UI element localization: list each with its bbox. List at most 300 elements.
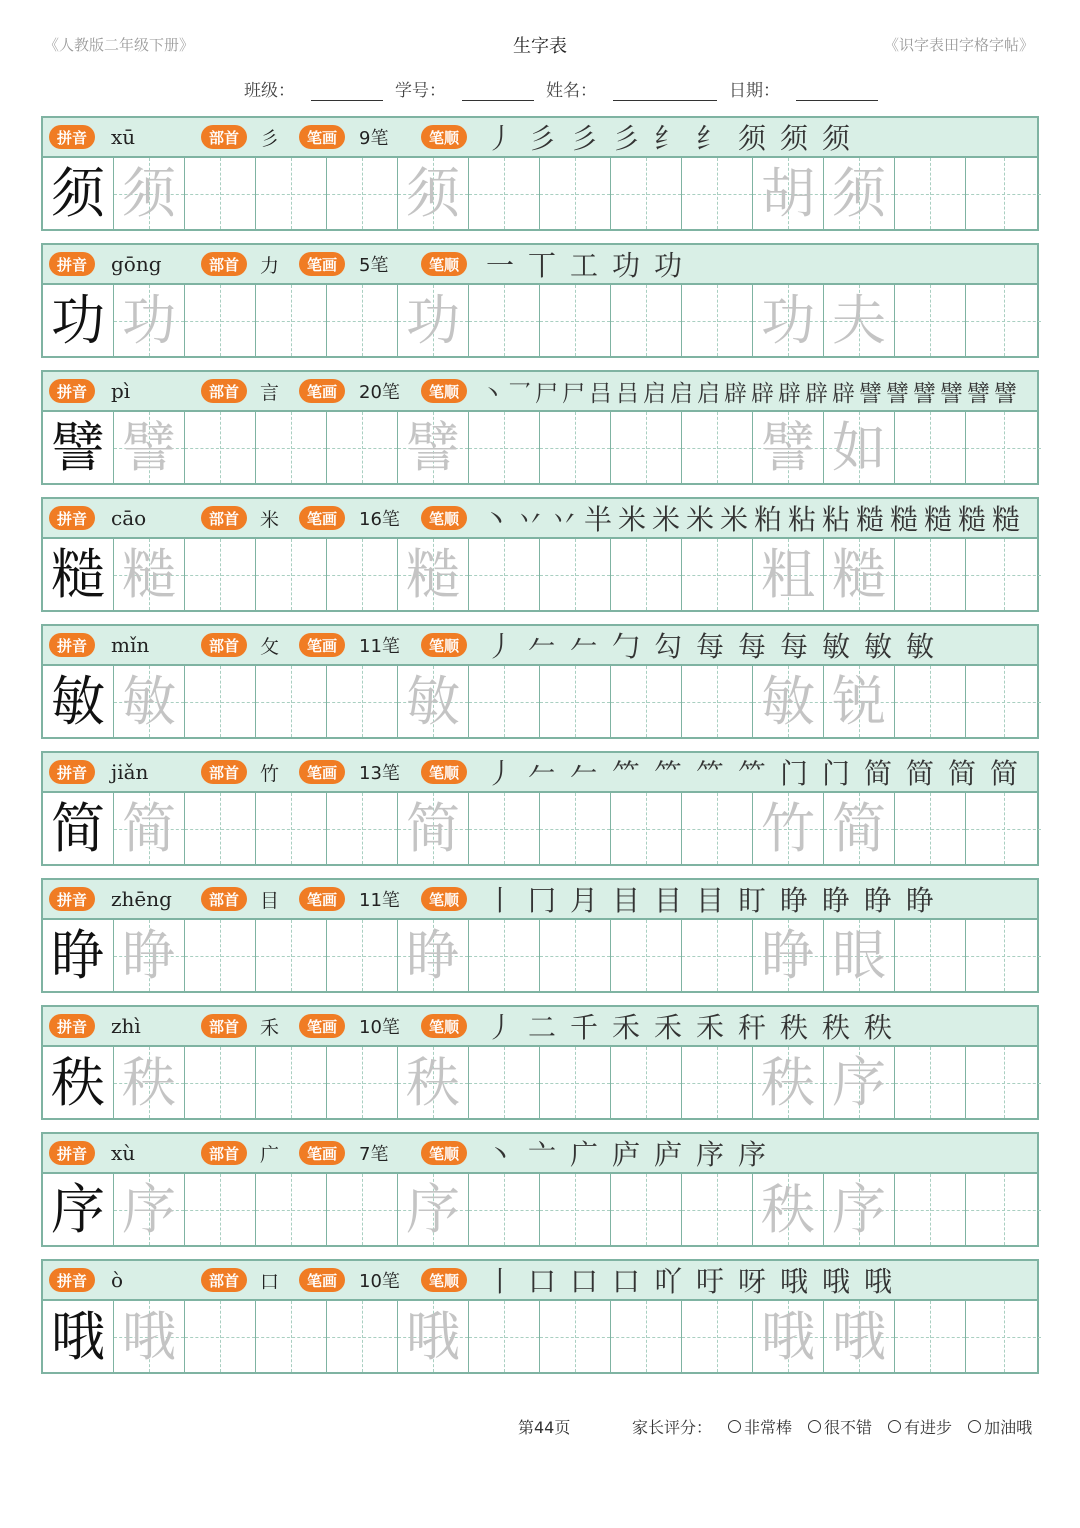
stroke-order-sequence: [479, 626, 1033, 664]
stroke-count-badge: 笔画: [299, 125, 345, 149]
stroke-count-value: 20笔: [359, 382, 400, 403]
stroke-step: 冂: [527, 884, 556, 917]
practice-cell[interactable]: [398, 1047, 469, 1118]
practice-cell[interactable]: [895, 1174, 966, 1245]
practice-cell[interactable]: [185, 158, 256, 229]
practice-cell[interactable]: [540, 539, 611, 610]
practice-cell[interactable]: [185, 285, 256, 356]
practice-cell[interactable]: [256, 158, 327, 229]
practice-cell[interactable]: [753, 1301, 824, 1372]
stroke-count-value: 10笔: [359, 1017, 400, 1038]
trace-character: 睁: [406, 923, 460, 987]
stroke-order-badge: 笔顺: [421, 1014, 467, 1038]
practice-cell[interactable]: [185, 1047, 256, 1118]
trace-character: 敏: [406, 669, 460, 733]
practice-cell[interactable]: [469, 1174, 540, 1245]
character-entry: [41, 878, 1039, 993]
practice-cell[interactable]: [43, 285, 114, 356]
rating-option-keep-going[interactable]: 加油哦: [968, 1415, 1032, 1438]
radical-value: 力: [260, 254, 280, 277]
practice-cell[interactable]: [966, 1301, 1041, 1372]
stroke-step: 米: [685, 503, 714, 536]
practice-cell[interactable]: [327, 285, 398, 356]
character-entry: [41, 1259, 1039, 1374]
practice-cell[interactable]: [327, 1047, 398, 1118]
date-field[interactable]: [796, 82, 878, 101]
pinyin-value: pì: [111, 379, 131, 403]
stroke-step: 简: [947, 757, 976, 790]
rating-option-good[interactable]: 很不错: [808, 1415, 872, 1438]
pinyin-badge: 拼音: [49, 887, 95, 911]
practice-cell[interactable]: [327, 666, 398, 737]
practice-cell[interactable]: [469, 1301, 540, 1372]
stroke-order-sequence: [479, 880, 1033, 918]
practice-grid: [43, 539, 1037, 610]
stroke-step: 丿: [485, 122, 514, 155]
stroke-step: 丶: [481, 380, 504, 407]
practice-cell[interactable]: [753, 412, 824, 483]
model-character: 功: [51, 288, 105, 352]
stroke-step: 睁: [863, 884, 892, 917]
stroke-order-badge: 笔顺: [421, 760, 467, 784]
stroke-step: 辟: [805, 380, 828, 407]
radical-badge: 部首: [201, 1268, 247, 1292]
pinyin-badge: 拼音: [49, 125, 95, 149]
practice-cell[interactable]: [469, 158, 540, 229]
practice-cell[interactable]: [682, 1047, 753, 1118]
practice-cell[interactable]: [43, 412, 114, 483]
practice-cell[interactable]: [185, 1301, 256, 1372]
practice-cell[interactable]: [114, 285, 185, 356]
stroke-step: 盯: [737, 884, 766, 917]
practice-cell[interactable]: [256, 412, 327, 483]
stroke-step: 粘: [821, 503, 850, 536]
practice-cell[interactable]: [682, 920, 753, 991]
stroke-step: 丿: [485, 1011, 514, 1044]
practice-cell[interactable]: [824, 793, 895, 864]
name-field[interactable]: [613, 82, 717, 101]
practice-cell[interactable]: [895, 158, 966, 229]
practice-cell[interactable]: [43, 539, 114, 610]
stroke-step: 𠂉: [527, 757, 556, 790]
trace-character: 糙: [406, 542, 460, 606]
practice-cell[interactable]: [114, 1301, 185, 1372]
practice-cell[interactable]: [43, 666, 114, 737]
word-character: 锐: [832, 669, 886, 733]
radical-value: 米: [260, 508, 280, 531]
practice-cell[interactable]: [895, 793, 966, 864]
practice-cell[interactable]: [611, 920, 682, 991]
trace-character: 譬: [122, 415, 176, 479]
practice-cell[interactable]: [114, 666, 185, 737]
practice-cell[interactable]: [682, 412, 753, 483]
practice-cell[interactable]: [256, 285, 327, 356]
entry-info-bar: [43, 753, 1037, 793]
word-character: 哦: [832, 1304, 886, 1368]
class-field[interactable]: [311, 82, 383, 101]
word-character: 眼: [832, 923, 886, 987]
date-label: 日期：: [729, 81, 780, 101]
practice-cell[interactable]: [327, 1174, 398, 1245]
stroke-step: 尸: [535, 380, 558, 407]
entry-info-bar: [43, 118, 1037, 158]
practice-cell[interactable]: [753, 666, 824, 737]
stroke-count-value: 13笔: [359, 763, 400, 784]
practice-cell[interactable]: [540, 1174, 611, 1245]
character-entry: [41, 116, 1039, 231]
pinyin-value: zhēng: [111, 887, 172, 911]
stroke-step: 粕: [753, 503, 782, 536]
practice-cell[interactable]: [540, 666, 611, 737]
stroke-step: 譬: [967, 380, 990, 407]
practice-cell[interactable]: [43, 158, 114, 229]
character-entry: [41, 497, 1039, 612]
practice-cell[interactable]: [43, 1047, 114, 1118]
practice-cell[interactable]: [611, 285, 682, 356]
practice-cell[interactable]: [824, 412, 895, 483]
stroke-step: 纟: [695, 122, 724, 155]
practice-cell[interactable]: [398, 285, 469, 356]
practice-cell[interactable]: [611, 1174, 682, 1245]
stroke-step: 口: [527, 1265, 556, 1298]
stroke-step: 二: [527, 1011, 556, 1044]
practice-cell[interactable]: [469, 1047, 540, 1118]
stroke-step: 勹: [611, 630, 640, 663]
practice-cell[interactable]: [398, 793, 469, 864]
stroke-step: 糙: [957, 503, 986, 536]
practice-cell[interactable]: [824, 666, 895, 737]
entry-info-bar: [43, 499, 1037, 539]
practice-cell[interactable]: [185, 412, 256, 483]
rating-option-excellent[interactable]: 非常棒: [728, 1415, 792, 1438]
radical-value: 竹: [260, 762, 280, 785]
stroke-step: 辟: [778, 380, 801, 407]
stroke-step: 𠂉: [569, 757, 598, 790]
stroke-count-badge: 笔画: [299, 633, 345, 657]
stroke-order-sequence: [479, 1134, 1033, 1172]
trace-character: 哦: [406, 1304, 460, 1368]
pinyin-badge: 拼音: [49, 1141, 95, 1165]
stroke-step: 一: [485, 249, 514, 282]
practice-cell[interactable]: [753, 793, 824, 864]
header-right: 《识字表田字格字帖》: [883, 36, 1034, 54]
practice-cell[interactable]: [540, 920, 611, 991]
practice-cell[interactable]: [966, 412, 1041, 483]
practice-cell[interactable]: [611, 1301, 682, 1372]
practice-cell[interactable]: [611, 158, 682, 229]
practice-cell[interactable]: [398, 412, 469, 483]
practice-cell[interactable]: [682, 793, 753, 864]
word-character: 须: [832, 161, 886, 225]
practice-cell[interactable]: [185, 539, 256, 610]
practice-cell[interactable]: [611, 1047, 682, 1118]
practice-cell[interactable]: [327, 920, 398, 991]
trace-character: 功: [406, 288, 460, 352]
practice-cell[interactable]: [895, 539, 966, 610]
practice-cell[interactable]: [682, 1174, 753, 1245]
radical-value: 攵: [260, 635, 280, 658]
practice-cell[interactable]: [966, 1047, 1041, 1118]
stroke-step: 辟: [832, 380, 855, 407]
practice-cell[interactable]: [469, 285, 540, 356]
practice-grid: [43, 158, 1037, 229]
model-character: 简: [51, 796, 105, 860]
practice-cell[interactable]: [185, 793, 256, 864]
practice-cell[interactable]: [398, 158, 469, 229]
stroke-step: 每: [737, 630, 766, 663]
practice-cell[interactable]: [753, 285, 824, 356]
stroke-step: 丅: [527, 249, 556, 282]
practice-cell[interactable]: [966, 285, 1041, 356]
practice-cell[interactable]: [966, 158, 1041, 229]
practice-grid: [43, 412, 1037, 483]
practice-cell[interactable]: [43, 920, 114, 991]
practice-cell[interactable]: [256, 1174, 327, 1245]
practice-cell[interactable]: [469, 539, 540, 610]
stroke-step: 糙: [889, 503, 918, 536]
practice-cell[interactable]: [114, 412, 185, 483]
character-entry: [41, 1132, 1039, 1247]
stroke-step: 丷: [515, 503, 544, 536]
stroke-order-badge: 笔顺: [421, 633, 467, 657]
practice-cell[interactable]: [398, 666, 469, 737]
stroke-step: 吁: [695, 1265, 724, 1298]
stroke-step: 乛: [508, 380, 531, 407]
practice-cell[interactable]: [398, 539, 469, 610]
pinyin-value: xù: [111, 1141, 136, 1165]
stroke-step: 米: [651, 503, 680, 536]
practice-cell[interactable]: [824, 158, 895, 229]
practice-cell[interactable]: [114, 1047, 185, 1118]
practice-cell[interactable]: [185, 1174, 256, 1245]
trace-character: 简: [406, 796, 460, 860]
practice-cell[interactable]: [753, 1047, 824, 1118]
practice-cell[interactable]: [753, 920, 824, 991]
stroke-step: 譬: [994, 380, 1017, 407]
model-character: 秩: [51, 1050, 105, 1114]
practice-grid: [43, 1047, 1037, 1118]
stroke-step: 简: [905, 757, 934, 790]
entry-info-bar: [43, 245, 1037, 285]
stroke-step: 目: [611, 884, 640, 917]
practice-cell[interactable]: [611, 412, 682, 483]
stroke-order-badge: 笔顺: [421, 1268, 467, 1292]
practice-cell[interactable]: [327, 793, 398, 864]
stroke-step: 庐: [611, 1138, 640, 1171]
stroke-step: ⺮: [737, 757, 766, 790]
practice-cell[interactable]: [398, 920, 469, 991]
stroke-step: 须: [821, 122, 850, 155]
practice-cell[interactable]: [114, 920, 185, 991]
practice-cell[interactable]: [966, 793, 1041, 864]
practice-cell[interactable]: [469, 793, 540, 864]
stroke-step: 𠂉: [569, 630, 598, 663]
stroke-step: 丿: [485, 757, 514, 790]
practice-cell[interactable]: [327, 158, 398, 229]
practice-cell[interactable]: [43, 1301, 114, 1372]
practice-cell[interactable]: [185, 920, 256, 991]
pinyin-badge: 拼音: [49, 506, 95, 530]
practice-cell[interactable]: [966, 1174, 1041, 1245]
pinyin-value: gōng: [111, 252, 162, 276]
radical-value: 言: [260, 381, 280, 404]
stroke-count-value: 16笔: [359, 509, 400, 530]
radical-badge: 部首: [201, 379, 247, 403]
practice-cell[interactable]: [540, 158, 611, 229]
practice-cell[interactable]: [327, 539, 398, 610]
practice-cell[interactable]: [895, 920, 966, 991]
practice-cell[interactable]: [256, 793, 327, 864]
radical-badge: 部首: [201, 633, 247, 657]
stroke-step: 敏: [863, 630, 892, 663]
practice-cell[interactable]: [43, 1174, 114, 1245]
practice-cell[interactable]: [398, 1174, 469, 1245]
practice-cell[interactable]: [824, 1301, 895, 1372]
practice-cell[interactable]: [611, 539, 682, 610]
practice-cell[interactable]: [611, 666, 682, 737]
stroke-step: 睁: [779, 884, 808, 917]
practice-cell[interactable]: [469, 920, 540, 991]
model-character: 哦: [51, 1304, 105, 1368]
trace-character: 序: [406, 1177, 460, 1241]
practice-cell[interactable]: [469, 412, 540, 483]
practice-cell[interactable]: [966, 920, 1041, 991]
word-character: 哦: [761, 1304, 815, 1368]
stroke-step: 简: [989, 757, 1018, 790]
practice-cell[interactable]: [753, 539, 824, 610]
stroke-step: 每: [695, 630, 724, 663]
stroke-step: 秩: [863, 1011, 892, 1044]
stroke-order-badge: 笔顺: [421, 252, 467, 276]
stroke-order-sequence: [479, 1007, 1033, 1045]
practice-cell[interactable]: [682, 539, 753, 610]
practice-cell[interactable]: [43, 793, 114, 864]
practice-cell[interactable]: [611, 793, 682, 864]
rating-option-improving[interactable]: 有进步: [888, 1415, 952, 1438]
stroke-step: 丨: [485, 1265, 514, 1298]
stroke-step: 丨: [485, 884, 514, 917]
trace-character: 敏: [122, 669, 176, 733]
practice-cell[interactable]: [540, 1047, 611, 1118]
practice-cell[interactable]: [114, 1174, 185, 1245]
word-character: 竹: [761, 796, 815, 860]
stroke-count-value: 7笔: [359, 1144, 389, 1165]
stroke-order-badge: 笔顺: [421, 887, 467, 911]
stroke-count-badge: 笔画: [299, 1014, 345, 1038]
practice-cell[interactable]: [824, 1047, 895, 1118]
practice-cell[interactable]: [327, 1301, 398, 1372]
practice-cell[interactable]: [895, 412, 966, 483]
stroke-step: 启: [643, 380, 666, 407]
word-character: 序: [832, 1177, 886, 1241]
radical-badge: 部首: [201, 125, 247, 149]
practice-cell[interactable]: [895, 1301, 966, 1372]
practice-cell[interactable]: [966, 666, 1041, 737]
word-character: 序: [832, 1050, 886, 1114]
practice-cell[interactable]: [682, 1301, 753, 1372]
practice-cell[interactable]: [895, 1047, 966, 1118]
stroke-step: 目: [653, 884, 682, 917]
stroke-step: 禾: [653, 1011, 682, 1044]
model-character: 糙: [51, 542, 105, 606]
stroke-step: 功: [611, 249, 640, 282]
stroke-step: ⺮: [611, 757, 640, 790]
practice-cell[interactable]: [327, 412, 398, 483]
word-character: 睁: [761, 923, 815, 987]
practice-cell[interactable]: [753, 1174, 824, 1245]
parent-rating: [632, 1415, 1032, 1438]
practice-cell[interactable]: [824, 539, 895, 610]
stroke-step: 哦: [779, 1265, 808, 1298]
pinyin-value: xū: [111, 125, 136, 149]
practice-cell[interactable]: [966, 539, 1041, 610]
practice-cell[interactable]: [398, 1301, 469, 1372]
practice-cell[interactable]: [682, 285, 753, 356]
stroke-step: ⺮: [695, 757, 724, 790]
practice-cell[interactable]: [824, 920, 895, 991]
practice-cell[interactable]: [895, 666, 966, 737]
practice-cell[interactable]: [114, 158, 185, 229]
stroke-step: 庐: [653, 1138, 682, 1171]
practice-cell[interactable]: [256, 666, 327, 737]
practice-cell[interactable]: [540, 412, 611, 483]
practice-cell[interactable]: [540, 793, 611, 864]
model-character: 睁: [51, 923, 105, 987]
practice-cell[interactable]: [824, 285, 895, 356]
practice-cell[interactable]: [824, 1174, 895, 1245]
stroke-count-badge: 笔画: [299, 379, 345, 403]
stroke-step: 睁: [905, 884, 934, 917]
stroke-step: 广: [569, 1138, 598, 1171]
practice-cell[interactable]: [185, 666, 256, 737]
entry-info-bar: [43, 626, 1037, 666]
number-field[interactable]: [462, 82, 534, 101]
practice-cell[interactable]: [114, 793, 185, 864]
practice-cell[interactable]: [256, 1047, 327, 1118]
pinyin-value: zhì: [111, 1014, 141, 1038]
stroke-count-badge: 笔画: [299, 252, 345, 276]
stroke-step: 丷: [549, 503, 578, 536]
word-character: 糙: [832, 542, 886, 606]
practice-cell[interactable]: [256, 920, 327, 991]
pinyin-value: cāo: [111, 506, 147, 530]
stroke-step: 糙: [923, 503, 952, 536]
stroke-step: 须: [779, 122, 808, 155]
practice-cell[interactable]: [540, 1301, 611, 1372]
header-left: 《人教版二年级下册》: [44, 36, 195, 54]
practice-cell[interactable]: [540, 285, 611, 356]
stroke-step: 启: [670, 380, 693, 407]
practice-cell[interactable]: [256, 539, 327, 610]
practice-cell[interactable]: [256, 1301, 327, 1372]
number-label: 学号：: [395, 81, 446, 101]
stroke-step: 譬: [940, 380, 963, 407]
practice-cell[interactable]: [895, 285, 966, 356]
radical-value: 禾: [260, 1016, 280, 1039]
stroke-order-sequence: [479, 753, 1033, 791]
practice-cell[interactable]: [114, 539, 185, 610]
practice-cell[interactable]: [682, 666, 753, 737]
stroke-step: 敏: [905, 630, 934, 663]
radical-badge: 部首: [201, 1141, 247, 1165]
stroke-step: 勾: [653, 630, 682, 663]
student-info-row: [244, 77, 878, 101]
practice-cell[interactable]: [469, 666, 540, 737]
practice-cell[interactable]: [753, 158, 824, 229]
stroke-order-badge: 笔顺: [421, 379, 467, 403]
model-character: 须: [51, 161, 105, 225]
practice-cell[interactable]: [682, 158, 753, 229]
